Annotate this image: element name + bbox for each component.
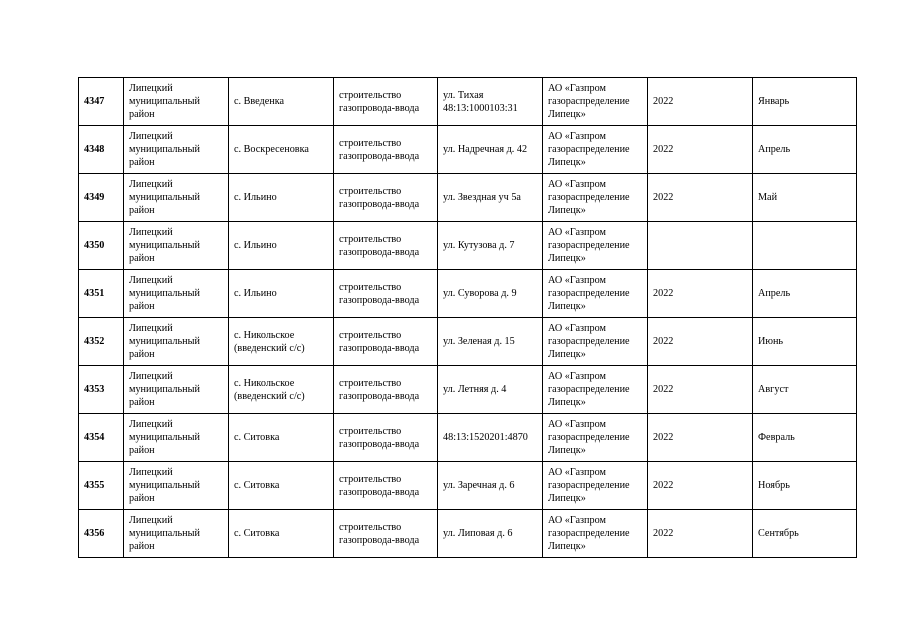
table-body	[79, 78, 857, 558]
district-line: район	[129, 349, 155, 360]
address-cell	[438, 222, 543, 270]
organization-line: газораспределение	[548, 144, 630, 155]
work-type-line: строительство	[339, 377, 402, 389]
district-line: муниципальный	[129, 336, 200, 347]
address-line: ул. Летняя д. 4	[443, 384, 507, 395]
work-type-line: газопровода-ввода	[339, 294, 420, 306]
organization-cell	[543, 462, 648, 510]
work-type-cell	[334, 126, 438, 174]
district-cell	[124, 222, 229, 270]
organization-line: АО «Газпром	[548, 371, 606, 382]
year-cell: 2022	[648, 414, 753, 462]
settlement-line: с. Ситовка	[234, 528, 280, 539]
organization-line: АО «Газпром	[548, 323, 606, 334]
record-number-cell: 4354	[79, 414, 124, 462]
record-number-cell: 4356	[79, 510, 124, 558]
address-cell	[438, 462, 543, 510]
address-line: ул. Тихая	[443, 89, 484, 101]
organization-line: газораспределение	[548, 288, 630, 299]
settlement-cell	[229, 78, 334, 126]
settlement-cell	[229, 174, 334, 222]
organization-cell	[543, 78, 648, 126]
district-cell	[124, 78, 229, 126]
organization-line: Липецк»	[548, 397, 586, 408]
district-line: район	[129, 205, 155, 216]
district-line: муниципальный	[129, 192, 200, 203]
settlement-cell	[229, 222, 334, 270]
organization-cell	[543, 174, 648, 222]
organization-line: Липецк»	[548, 541, 586, 552]
district-cell	[124, 126, 229, 174]
record-number-cell: 4352	[79, 318, 124, 366]
year-cell: 2022	[648, 318, 753, 366]
organization-cell	[543, 270, 648, 318]
address-line: ул. Заречная д. 6	[443, 480, 515, 491]
organization-line: АО «Газпром	[548, 419, 606, 430]
work-type-cell	[334, 222, 438, 270]
district-line: муниципальный	[129, 288, 200, 299]
table-row	[79, 126, 857, 174]
organization-line: газораспределение	[548, 528, 630, 539]
work-type-cell	[334, 318, 438, 366]
work-type-cell	[334, 462, 438, 510]
table-row	[79, 174, 857, 222]
settlement-cell	[229, 366, 334, 414]
work-type-line: газопровода-ввода	[339, 246, 420, 258]
organization-line: Липецк»	[548, 349, 586, 360]
settlement-cell	[229, 126, 334, 174]
table-row	[79, 510, 857, 558]
organization-cell	[543, 414, 648, 462]
work-type-cell	[334, 414, 438, 462]
record-number-cell: 4353	[79, 366, 124, 414]
work-type-line: строительство	[339, 425, 402, 437]
address-line: ул. Надречная д. 42	[443, 144, 528, 155]
address-cell	[438, 78, 543, 126]
district-cell	[124, 174, 229, 222]
table-row	[79, 366, 857, 414]
work-type-line: газопровода-ввода	[339, 342, 420, 354]
district-line: Липецкий	[129, 323, 173, 334]
settlement-cell	[229, 270, 334, 318]
settlement-line: с. Ильино	[234, 288, 277, 299]
settlement-line: с. Воскресеновка	[234, 144, 309, 155]
record-number-cell: 4350	[79, 222, 124, 270]
work-type-line: строительство	[339, 473, 402, 485]
work-type-line: строительство	[339, 185, 402, 197]
month-cell: Май	[753, 174, 857, 222]
settlement-cell	[229, 414, 334, 462]
table-row	[79, 462, 857, 510]
work-type-line: газопровода-ввода	[339, 390, 420, 402]
year-cell: 2022	[648, 462, 753, 510]
district-cell	[124, 462, 229, 510]
district-line: район	[129, 253, 155, 264]
table-row	[79, 222, 857, 270]
work-type-cell	[334, 78, 438, 126]
work-type-line: строительство	[339, 137, 402, 149]
address-cell	[438, 318, 543, 366]
month-cell: Сентябрь	[753, 510, 857, 558]
address-cell	[438, 366, 543, 414]
district-line: Липецкий	[129, 467, 173, 478]
address-line: ул. Суворова д. 9	[443, 288, 517, 299]
organization-line: газораспределение	[548, 336, 630, 347]
year-cell: 2022	[648, 174, 753, 222]
settlement-line: с. Никольское	[234, 329, 295, 341]
settlement-line: с. Ильино	[234, 240, 277, 251]
district-line: Липецкий	[129, 227, 173, 238]
work-type-cell	[334, 510, 438, 558]
organization-line: Липецк»	[548, 157, 586, 168]
year-cell: 2022	[648, 78, 753, 126]
organization-line: газораспределение	[548, 192, 630, 203]
address-line: ул. Липовая д. 6	[443, 528, 513, 539]
table-row	[79, 270, 857, 318]
district-cell	[124, 366, 229, 414]
organization-line: АО «Газпром	[548, 227, 606, 238]
work-type-line: газопровода-ввода	[339, 102, 420, 114]
table-row	[79, 78, 857, 126]
table-row	[79, 414, 857, 462]
work-type-line: газопровода-ввода	[339, 534, 420, 546]
address-cell	[438, 270, 543, 318]
district-line: район	[129, 301, 155, 312]
month-cell: Апрель	[753, 126, 857, 174]
gas-pipeline-schedule-table	[78, 77, 857, 558]
work-type-line: строительство	[339, 329, 402, 341]
organization-line: Липецк»	[548, 109, 586, 120]
district-line: муниципальный	[129, 240, 200, 251]
organization-line: АО «Газпром	[548, 179, 606, 190]
organization-cell	[543, 126, 648, 174]
district-line: Липецкий	[129, 275, 173, 286]
organization-line: Липецк»	[548, 253, 586, 264]
district-cell	[124, 414, 229, 462]
address-line: 48:13:1520201:4870	[443, 432, 528, 443]
organization-line: газораспределение	[548, 240, 630, 251]
district-line: район	[129, 397, 155, 408]
table-row	[79, 318, 857, 366]
record-number-cell: 4351	[79, 270, 124, 318]
settlement-line: с. Ильино	[234, 192, 277, 203]
district-line: район	[129, 493, 155, 504]
organization-line: Липецк»	[548, 493, 586, 504]
organization-line: АО «Газпром	[548, 275, 606, 286]
year-cell: 2022	[648, 366, 753, 414]
district-line: район	[129, 541, 155, 552]
district-line: муниципальный	[129, 384, 200, 395]
organization-line: газораспределение	[548, 432, 630, 443]
work-type-cell	[334, 270, 438, 318]
month-cell: Август	[753, 366, 857, 414]
work-type-cell	[334, 366, 438, 414]
address-cell	[438, 414, 543, 462]
settlement-cell	[229, 318, 334, 366]
month-cell: Ноябрь	[753, 462, 857, 510]
year-cell	[648, 222, 753, 270]
district-line: муниципальный	[129, 432, 200, 443]
organization-line: АО «Газпром	[548, 467, 606, 478]
district-line: муниципальный	[129, 528, 200, 539]
district-line: муниципальный	[129, 144, 200, 155]
district-line: Липецкий	[129, 179, 173, 190]
month-cell	[753, 222, 857, 270]
work-type-line: газопровода-ввода	[339, 438, 420, 450]
district-line: муниципальный	[129, 96, 200, 107]
district-cell	[124, 318, 229, 366]
work-type-line: газопровода-ввода	[339, 486, 420, 498]
settlement-line: с. Никольское	[234, 377, 295, 389]
work-type-cell	[334, 174, 438, 222]
organization-line: газораспределение	[548, 480, 630, 491]
work-type-line: строительство	[339, 89, 402, 101]
record-number-cell: 4348	[79, 126, 124, 174]
address-cell	[438, 174, 543, 222]
year-cell: 2022	[648, 126, 753, 174]
settlement-line: (введенский с/с)	[234, 390, 305, 402]
work-type-line: строительство	[339, 521, 402, 533]
address-line: ул. Зеленая д. 15	[443, 336, 515, 347]
district-line: Липецкий	[129, 515, 173, 526]
district-line: Липецкий	[129, 371, 173, 382]
organization-cell	[543, 318, 648, 366]
address-line: ул. Звездная уч 5а	[443, 192, 521, 203]
address-line: 48:13:1000103:31	[443, 102, 518, 114]
district-line: район	[129, 109, 155, 120]
settlement-line: (введенский с/с)	[234, 342, 305, 354]
year-cell: 2022	[648, 270, 753, 318]
month-cell: Январь	[753, 78, 857, 126]
organization-cell	[543, 510, 648, 558]
organization-line: АО «Газпром	[548, 131, 606, 142]
settlement-line: с. Ситовка	[234, 432, 280, 443]
district-line: район	[129, 157, 155, 168]
work-type-line: строительство	[339, 281, 402, 293]
work-type-line: газопровода-ввода	[339, 150, 420, 162]
district-cell	[124, 510, 229, 558]
record-number-cell: 4349	[79, 174, 124, 222]
work-type-line: строительство	[339, 233, 402, 245]
settlement-line: с. Введенка	[234, 96, 285, 107]
work-type-line: газопровода-ввода	[339, 198, 420, 210]
organization-line: газораспределение	[548, 96, 630, 107]
district-line: Липецкий	[129, 131, 173, 142]
district-line: муниципальный	[129, 480, 200, 491]
district-line: Липецкий	[129, 83, 173, 94]
settlement-line: с. Ситовка	[234, 480, 280, 491]
district-cell	[124, 270, 229, 318]
organization-line: Липецк»	[548, 301, 586, 312]
address-cell	[438, 126, 543, 174]
settlement-cell	[229, 462, 334, 510]
record-number-cell: 4355	[79, 462, 124, 510]
month-cell: Апрель	[753, 270, 857, 318]
month-cell: Февраль	[753, 414, 857, 462]
organization-line: Липецк»	[548, 205, 586, 216]
month-cell: Июнь	[753, 318, 857, 366]
address-cell	[438, 510, 543, 558]
organization-line: Липецк»	[548, 445, 586, 456]
address-line: ул. Кутузова д. 7	[443, 240, 515, 251]
record-number-cell: 4347	[79, 78, 124, 126]
district-line: район	[129, 445, 155, 456]
district-line: Липецкий	[129, 419, 173, 430]
organization-line: газораспределение	[548, 384, 630, 395]
year-cell: 2022	[648, 510, 753, 558]
organization-line: АО «Газпром	[548, 83, 606, 94]
organization-cell	[543, 366, 648, 414]
organization-cell	[543, 222, 648, 270]
organization-line: АО «Газпром	[548, 515, 606, 526]
settlement-cell	[229, 510, 334, 558]
